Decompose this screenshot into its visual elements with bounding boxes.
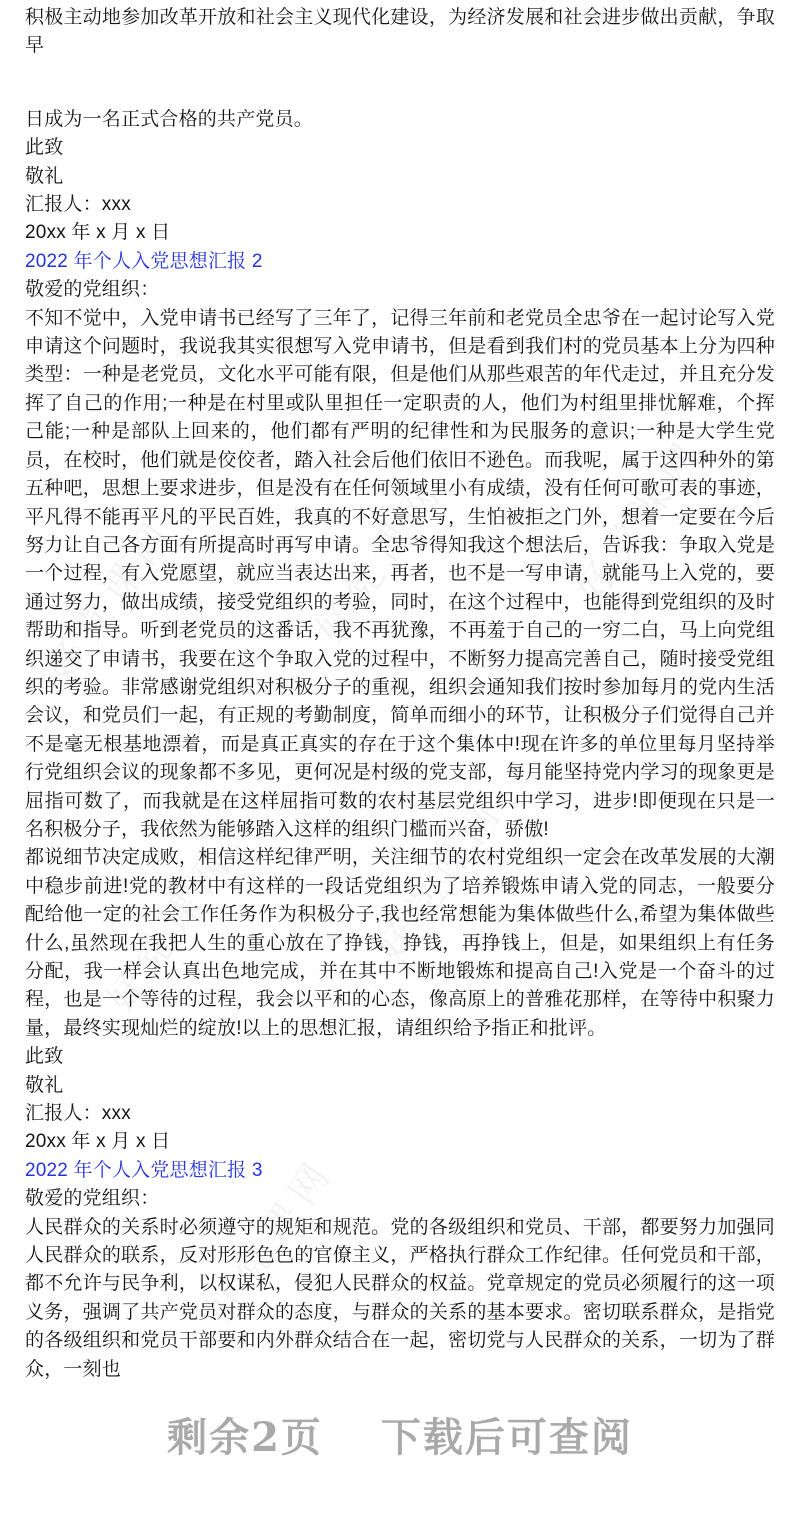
site-watermark-text: 好党课网 [369, 789, 514, 971]
reporter-line-1: 汇报人：xxx [25, 194, 131, 216]
date-line-2: 20xx 年 x 月 x 日 [25, 1131, 171, 1153]
salutation-jingli-2: 敬礼 [25, 1074, 64, 1096]
report-3-title-link[interactable]: 2022 年个人入党思想汇报 3 [25, 1159, 263, 1181]
salutation-cizhi-1: 此致 [25, 137, 64, 159]
date-line-1: 20xx 年 x 月 x 日 [25, 222, 171, 244]
greeting-2: 敬爱的党组织： [25, 279, 160, 301]
preview-footer [0, 1406, 800, 1463]
greeting-3: 敬爱的党组织： [25, 1188, 160, 1210]
salutation-jingli-1: 敬礼 [25, 165, 64, 187]
site-watermark-text: 好党课网 [569, 429, 714, 611]
download-hint-label: 下载后可查阅 [380, 1414, 633, 1461]
site-watermark-text: 好党课网 [39, 509, 184, 691]
site-watermark-text: 好党课网 [199, 1149, 344, 1331]
prev-paragraph-end: 日成为一名正式合格的共产党员。 [25, 108, 314, 130]
report-2-title-link[interactable]: 2022 年个人入党思想汇报 2 [25, 250, 263, 272]
paragraph-gap [25, 61, 775, 106]
salutation-cizhi-2: 此致 [25, 1046, 64, 1068]
site-watermark-text: 好党课网 [99, 839, 244, 1021]
remaining-pages-label: 剩余2页 [167, 1414, 323, 1461]
site-watermark-text: 好党课网 [309, 469, 454, 651]
report-2-body-paragraph-2: 都说细节决定成败，相信这样纪律严明，关注细节的农村党组织一定会在改革发展的大潮中稳步前进!党的教材中有这样的一段话党组织为了培养锻炼申请入党的同志，一般要分配给他一定的社会工作任务作为积极分子,我也经常想能为集体做些什么,希望为集体做些什么,虽然现在我把人生的重心放在了挣钱，挣钱，再挣钱上，但是，如果组织上有任务分配，我一样会认真出色地完成，并在其中不断地锻炼和提高自己!入党是一个奋斗的过程，也是一个等待的过程，我会以平和的心态，像高原上的普雅花那样，在等待中积聚力量，最终实现灿烂的绽放!以上的思想汇报，请组织给予指正和批评。 [25, 847, 775, 1039]
report-2-body-paragraph-1: 不知不觉中，入党申请书已经写了三年了，记得三年前和老党员全忠爷在一起讨论写入党申请这个问题时，我说我其实很想写入党申请书，但是看到我们村的党员基本上分为四种类型：一种是老党员，文化水平可能有限，但是他们从那些艰苦的年代走过，并且充分发挥了自己的作用;一种是在村里或队里担任一定职责的人，他们为村组里排忧解难，个挥己能;一种是部队上回来的，他们都有严明的纪律性和为民服务的意识;一种是大学生党员，在校时，他们就是佼佼者，踏入社会后他们依旧不逊色。而我呢，属于这四种外的第五种吧，思想上要求进步，但是没有在任何领域里小有成绩，没有任何可歌可表的事迹，平凡得不能再平凡的平民百姓，我真的不好意思写，生怕被拒之门外，想着一定要在今后努力让自己各方面有所提高时再写申请。全忠爷得知我这个想法后，告诉我：争取入党是一个过程，有入党愿望，就应当表达出来，再者，也不是一写申请，就能马上入党的，要通过努力，做出成绩，接受党组织的考验，同时，在这个过程中，也能得到党组织的及时帮助和指导。听到老党员的这番话，我不再犹豫，不再羞于自己的一穷二白，马上向党组织递交了申请书，我要在这个争取入党的过程中，不断努力提高完善自己，随时接受党组织的考验。非常感谢党组织对积极分子的重视，组织会通知我们按时参加每月的党内生活会议，和党员们一起，有正规的考勤制度，简单而细小的环节，让积极分子们觉得自己并不是毫无根基地漂着，而是真正真实的存在于这个集体中!现在许多的单位里每月坚持举行党组织会议的现象都不多见，更何况是村级的党支部，每月能坚持党内学习的现象更是屈指可数了，而我就是在这样屈指可数的农村基层党组织中学习，进步!即便现在只是一名积极分子，我依然为能够踏入这样的组织门槛而兴奋，骄傲! [25, 307, 775, 840]
prev-paragraph-tail: 积极主动地参加改革开放和社会主义现代化建设，为经济发展和社会进步做出贡献，争取早 [25, 7, 775, 57]
reporter-line-2: 汇报人：xxx [25, 1103, 131, 1125]
report-3-body-paragraph: 人民群众的关系时必须遵守的规矩和规范。党的各级组织和党员、干部，都要努力加强同人民群众的联系，反对形形色色的官僚主义，严格执行群众工作纪律。任何党员和干部，都不允许与民争利，以权谋私，侵犯人民群众的权益。党章规定的党员必须履行的这一项义务，强调了共产党员对群众的态度，与群众的关系的基本要求。密切联系群众，是指党的各级组织和党员干部要和内外群众结合在一起，密切党与人民群众的关系，一切为了群众，一刻也 [25, 1216, 775, 1380]
